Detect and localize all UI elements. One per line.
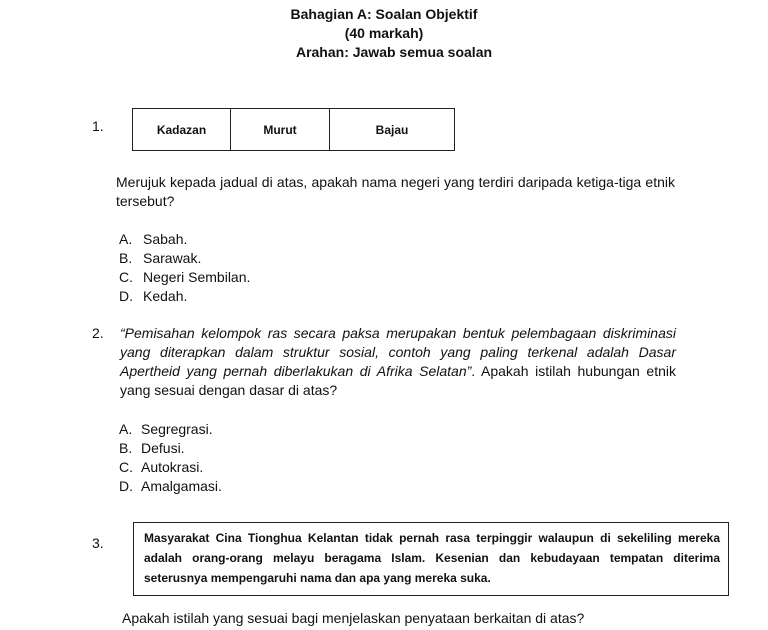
section-title: Bahagian A: Soalan Objektif: [290, 6, 478, 22]
question-2-option-c[interactable]: C. Autokrasi.: [119, 459, 204, 475]
question-1-options: [119, 230, 250, 306]
question-2-options: [119, 420, 222, 496]
section-instruction: Arahan: Jawab semua soalan: [295, 44, 493, 60]
question-1-option-b[interactable]: B. Sarawak.: [119, 250, 202, 266]
question-2-quote: “Pemisahan kelompok ras secara paksa merupakan bentuk pelembagaan diskriminasi yang diterapkan dalam struktur sosial, contoh yang paling terkenal adalah Dasar Apertheid yang pernah diberlakukan di Afrika Selatan”: [120, 325, 676, 379]
question-2-option-a[interactable]: A. Segregrasi.: [119, 421, 213, 437]
question-2-question: . Apakah istilah hubungan etnik yang sesuai dengan dasar di atas?: [120, 363, 676, 398]
question-3-stem: Apakah istilah yang sesuai bagi menjelaskan penyataan berkaitan di atas?: [122, 610, 585, 626]
question-2-option-b[interactable]: B. Defusi.: [119, 440, 185, 456]
question-3-passage: Masyarakat Cina Tionghua Kelantan tidak pernah rasa terpinggir walaupun di sekeliling mereka adalah orang-orang melayu beragama Islam. Kesenian dan kebudayaan tempatan diterima seterusnya mempengaruhi nama dan apa yang mereka suka.: [133, 522, 729, 596]
ethnic-cell-1: Kadazan: [133, 109, 231, 151]
question-1-option-c[interactable]: C. Negeri Sembilan.: [119, 269, 251, 285]
question-3-number: 3.: [92, 535, 104, 551]
ethnic-cell-3: Bajau: [330, 109, 455, 151]
section-marks: (40 markah): [344, 25, 424, 41]
question-1-number: 1.: [92, 118, 104, 134]
question-1-option-a[interactable]: A. Sabah.: [119, 231, 188, 247]
ethnic-table: [132, 108, 455, 151]
question-2-number: 2.: [92, 325, 104, 341]
question-1-option-d[interactable]: D. Kedah.: [119, 288, 188, 304]
question-2-stem: [120, 324, 676, 400]
section-header: [0, 5, 768, 62]
ethnic-cell-2: Murut: [231, 109, 330, 151]
question-2-option-d[interactable]: D. Amalgamasi.: [119, 478, 222, 494]
question-1-stem: Merujuk kepada jadual di atas, apakah nama negeri yang terdiri daripada ketiga-tiga etnik tersebut?: [116, 174, 675, 209]
